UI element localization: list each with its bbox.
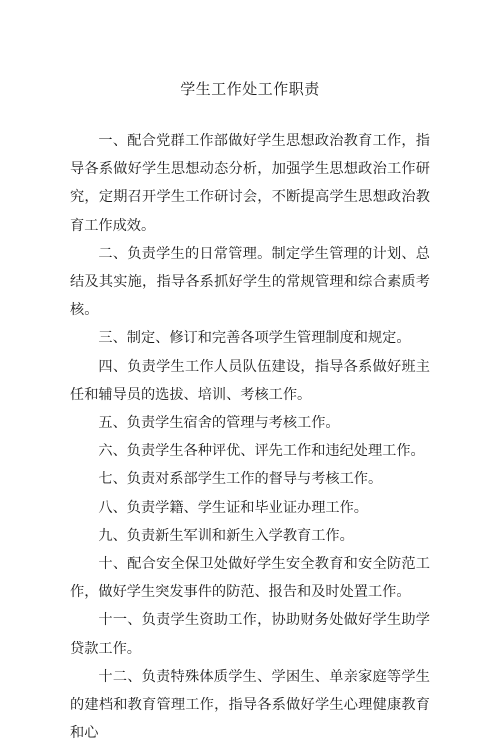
duty-item-7: 七、负责对系部学生工作的督导与考核工作。 xyxy=(98,471,383,488)
duty-item-11: 十一、负责学生资助工作，协助财务处做好学生助学贷款工作。 xyxy=(70,612,430,657)
duty-item-10: 十、配合安全保卫处做好学生安全教育和安全防范工作，做好学生突发事件的防范、报告和及时处置工作。 xyxy=(70,556,430,601)
duty-item-5: 五、负责学生宿舍的管理与考核工作。 xyxy=(98,415,340,432)
duty-item-4: 四、负责学生工作人员队伍建设，指导各系做好班主任和辅导员的选拔、培训、考核工作。 xyxy=(70,358,430,403)
duty-item-3: 三、制定、修订和完善各项学生管理制度和规定。 xyxy=(98,330,411,347)
document-body xyxy=(70,127,430,747)
duty-item-1: 一、配合党群工作部做好学生思想政治教育工作，指导各系做好学生思想动态分析，加强学生思想政治工作研究，定期召开学生工作研讨会，不断提高学生思想政治教育工作成效。 xyxy=(70,133,430,234)
duty-item-2: 二、负责学生的日常管理。制定学生管理的计划、总结及其实施，指导各系抓好学生的常规管理和综合素质考核。 xyxy=(70,245,430,319)
duty-item-12: 十二、负责特殊体质学生、学困生、单亲家庭等学生的建档和教育管理工作，指导各系做好学生心理健康教育和心 xyxy=(70,668,430,742)
duty-item-9: 九、负责新生军训和新生入学教育工作。 xyxy=(98,527,354,544)
document-title: 学生工作处工作职责 xyxy=(180,80,320,98)
duty-item-8: 八、负责学籍、学生证和毕业证办理工作。 xyxy=(98,499,368,516)
duty-item-6: 六、负责学生各种评优、评先工作和违纪处理工作。 xyxy=(98,443,425,460)
